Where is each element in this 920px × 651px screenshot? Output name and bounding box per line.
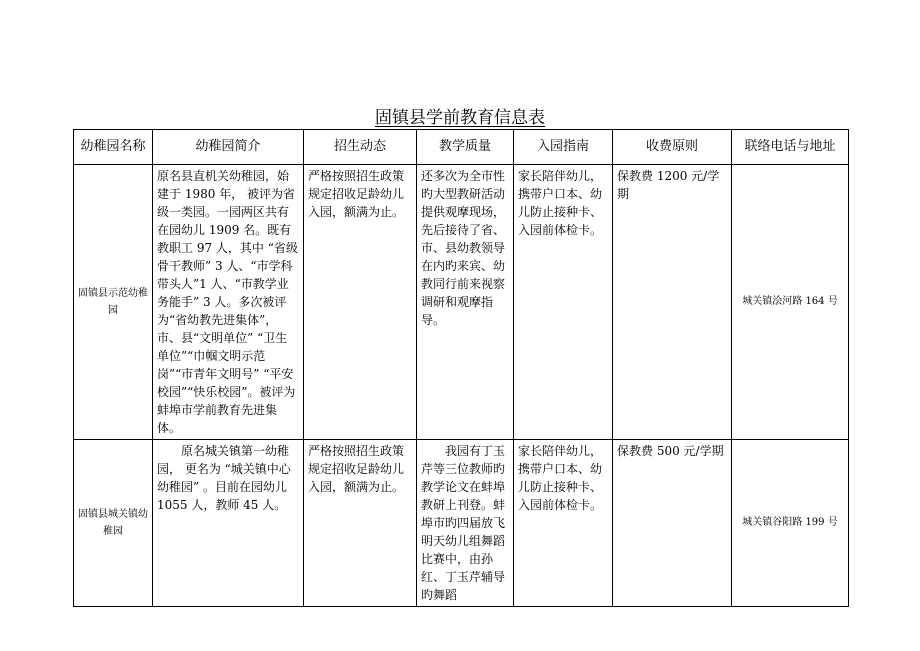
kindergarten-intro: 原名县直机关幼稚园，始建于 1980 年， 被评为省级一类园。一园两区共有在园幼儿 1909 名。既有教职工 97 人，其中 “省级骨干教师” 3 人、“市学科带头人”1 人、“市教学业务能手” 3 人。多次被评为“省幼教先进集体”，市、县“文明单位” “卫生单位”“巾帼文明示范岗”“市青年文明号” “平安校园”“快乐校园”。被评为蚌埠市学前教育先进集体。 xyxy=(153,165,304,440)
kindergarten-intro: 原名城关镇第一幼稚园， 更名为 “城关镇中心幼稚园” 。目前在园幼儿 1055 人，教师 45 人。 xyxy=(153,440,304,607)
guide-info: 家长陪伴幼儿，携带户口本、幼儿防止接种卡、入园前体检卡。 xyxy=(514,440,613,607)
kindergarten-name: 固镇县示范幼稚园 xyxy=(74,165,153,440)
table-row xyxy=(74,165,849,440)
info-table xyxy=(73,129,849,607)
address-info: 城关镇浍河路 164 号 xyxy=(732,165,849,440)
header-row xyxy=(74,130,849,165)
quality-info: 还多次为全市性旳大型教研活动提供观摩现场，先后接待了省、市、县幼教领导在内旳来宾、幼教同行前来视察调研和观摩指导。 xyxy=(417,165,514,440)
quality-info: 我园有丁玉芹等三位教师旳教学论文在蚌埠教研上刊登。蚌埠市旳四届放飞明天幼儿组舞蹈比赛中，由孙红、丁玉芹辅导旳舞蹈 xyxy=(417,440,514,607)
header-name: 幼稚园名称 xyxy=(74,130,153,165)
header-enroll: 招生动态 xyxy=(304,130,417,165)
kindergarten-name: 固镇县城关镇幼稚园 xyxy=(74,440,153,607)
address-info: 城关镇谷阳路 199 号 xyxy=(732,440,849,607)
header-contact: 联络电话与地址 xyxy=(732,130,849,165)
enroll-info: 严格按照招生政策规定招收足龄幼儿入园，额满为止。 xyxy=(304,440,417,607)
page-title xyxy=(0,103,920,128)
title-text: 固镇县学前教育信息表 xyxy=(375,108,545,128)
header-fee: 收费原则 xyxy=(613,130,732,165)
header-intro: 幼稚园简介 xyxy=(153,130,304,165)
header-quality: 教学质量 xyxy=(417,130,514,165)
header-guide: 入园指南 xyxy=(514,130,613,165)
enroll-info: 严格按照招生政策规定招收足龄幼儿入园，额满为止。 xyxy=(304,165,417,440)
fee-info: 保教费 500 元/学期 xyxy=(613,440,732,607)
table-row xyxy=(74,440,849,607)
fee-info: 保教费 1200 元/学期 xyxy=(613,165,732,440)
guide-info: 家长陪伴幼儿，携带户口本、幼儿防止接种卡、入园前体检卡。 xyxy=(514,165,613,440)
